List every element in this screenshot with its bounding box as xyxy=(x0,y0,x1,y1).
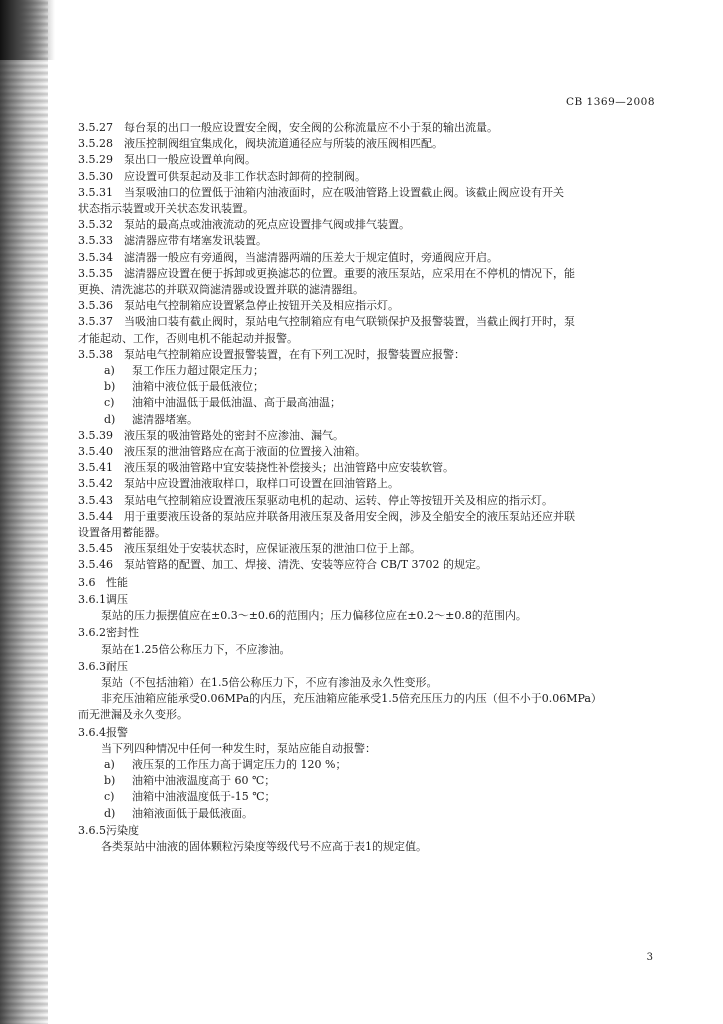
line-text: 油箱中油温低于最低油温、高于最高油温； xyxy=(132,396,341,410)
list-item xyxy=(78,412,668,428)
section-heading xyxy=(78,575,668,591)
line-text: 滤清器应带有堵塞发讯装置。 xyxy=(124,234,267,248)
clause-number: 3.6.4 xyxy=(78,725,106,739)
line-text: 泵工作压力超过限定压力； xyxy=(132,364,264,378)
list-label: a) xyxy=(104,757,115,771)
clause-line xyxy=(78,557,668,573)
clause-line xyxy=(78,314,668,330)
line-text: 滤清器一般应有旁通阀，当滤清器两端的压差大于规定值时，旁通阀应开启。 xyxy=(124,250,498,264)
line-text: 泵站中应设置油液取样口，取样口可设置在回油管路上。 xyxy=(124,477,399,491)
clause-line xyxy=(78,298,668,314)
clause-line xyxy=(78,428,668,444)
list-item xyxy=(78,806,668,822)
line-text: 泵站（不包括油箱）在1.5倍公称压力下，不应有渗油及永久性变形。 xyxy=(101,675,438,689)
clause-number: 3.5.36 xyxy=(78,299,113,313)
line-text: 当吸油口装有截止阀时，泵站电气控制箱应有电气联锁保护及报警装置，当截止阀打开时，泵 xyxy=(124,315,575,329)
line-text: 泵站的压力振摆值应在±0.3～±0.6的范围内；压力偏移位应在±0.2～±0.8的范围内。 xyxy=(101,609,527,623)
continuation-line xyxy=(78,201,668,217)
list-label: c) xyxy=(104,396,115,410)
paragraph-line xyxy=(78,608,668,624)
clause-line xyxy=(78,266,668,282)
line-text: 油箱液面低于最低液面。 xyxy=(132,806,253,820)
paragraph-line xyxy=(78,642,668,658)
line-text: 泵站电气控制箱应设置紧急停止按钮开关及相应指示灯。 xyxy=(124,299,399,313)
line-text: 液压泵的泄油管路应在高于液面的位置接入油箱。 xyxy=(124,445,366,459)
standard-code-header: CB 1369—2008 xyxy=(565,96,655,108)
line-text: 更换、清洗滤芯的并联双筒滤清器或设置并联的滤清器组。 xyxy=(78,283,364,297)
line-text: 油箱中油液温度低于-15 ℃； xyxy=(132,790,276,804)
list-item xyxy=(78,757,668,773)
list-item xyxy=(78,379,668,395)
clause-number: 3.6.5 xyxy=(78,823,106,837)
line-text: 液压控制阀组宜集成化，阀块流道通径应与所装的液压阀相匹配。 xyxy=(124,137,443,151)
clause-number: 3.5.39 xyxy=(78,428,113,442)
page-number: 3 xyxy=(646,952,653,963)
line-text: 状态指示装置或开关状态发讯装置。 xyxy=(78,202,254,216)
clause-number: 3.5.40 xyxy=(78,445,113,459)
clause-line xyxy=(78,169,668,185)
clause-number: 3.5.43 xyxy=(78,493,113,507)
line-text: 每台泵的出口一般应设置安全阀，安全阀的公称流量应不小于泵的输出流量。 xyxy=(124,121,498,134)
paragraph-line xyxy=(78,839,668,855)
line-text: 泵站电气控制箱应设置液压泵驱动电机的起动、运转、停止等按钮开关及相应的指示灯。 xyxy=(124,493,553,507)
line-text: 滤清器应设置在便于拆卸或更换滤芯的位置。重要的液压泵站，应采用在不停机的情况下，能 xyxy=(124,266,575,280)
line-text: 性能 xyxy=(106,575,128,589)
line-text: 油箱中油液温度高于 60 ℃； xyxy=(132,774,276,788)
continuation-line xyxy=(78,707,668,723)
list-label: a) xyxy=(104,364,115,378)
clause-number: 3.5.38 xyxy=(78,347,113,361)
list-label: d) xyxy=(104,412,116,426)
clause-line xyxy=(78,250,668,266)
section-heading xyxy=(78,725,668,741)
clause-line xyxy=(78,493,668,509)
line-text: 当泵吸油口的位置低于油箱内油液面时，应在吸油管路上设置截止阀。该截止阀应设有开关 xyxy=(124,185,564,199)
clause-number: 3.5.29 xyxy=(78,153,113,167)
paragraph-line xyxy=(78,675,668,691)
list-label: b) xyxy=(104,380,116,394)
scan-shadow-edge xyxy=(0,0,48,1024)
clause-line xyxy=(78,185,668,201)
line-text: 耐压 xyxy=(106,659,128,673)
clause-line xyxy=(78,217,668,233)
line-text: 油箱中液位低于最低液位； xyxy=(132,380,264,394)
list-item xyxy=(78,789,668,805)
clause-number: 3.5.37 xyxy=(78,315,113,329)
clause-line xyxy=(78,136,668,152)
clause-line xyxy=(78,476,668,492)
line-text: 报警 xyxy=(106,725,128,739)
continuation-line xyxy=(78,331,668,347)
line-text: 泵站电气控制箱应设置报警装置，在有下列工况时，报警装置应报警： xyxy=(124,347,465,361)
clause-number: 3.5.28 xyxy=(78,137,113,151)
clause-line xyxy=(78,233,668,249)
section-heading xyxy=(78,823,668,839)
clause-number: 3.5.31 xyxy=(78,185,113,199)
line-text: 各类泵站中油液的固体颗粒污染度等级代号不应高于表1的规定值。 xyxy=(101,839,427,853)
clause-number: 3.5.41 xyxy=(78,461,113,475)
line-text: 液压泵的吸油管路中宜安装挠性补偿接头；出油管路中应安装软管。 xyxy=(124,461,454,475)
section-heading xyxy=(78,592,668,608)
clause-number: 3.5.35 xyxy=(78,266,113,280)
clause-line xyxy=(78,541,668,557)
clause-line xyxy=(78,347,668,363)
clause-number: 3.6 xyxy=(78,575,96,589)
line-text: 滤清器堵塞。 xyxy=(132,412,198,426)
paragraph-line xyxy=(78,741,668,757)
section-heading xyxy=(78,659,668,675)
clause-number: 3.5.30 xyxy=(78,169,113,183)
list-label: b) xyxy=(104,774,116,788)
list-item xyxy=(78,363,668,379)
line-text: 泵站管路的配置、加工、焊接、清洗、安装等应符合 CB/T 3702 的规定。 xyxy=(124,558,488,572)
clause-line xyxy=(78,120,668,136)
continuation-line xyxy=(78,282,668,298)
paragraph-line xyxy=(78,691,668,707)
clause-number: 3.5.32 xyxy=(78,218,113,232)
line-text: 才能起动、工作，否则电机不能起动并报警。 xyxy=(78,331,298,345)
clause-number: 3.5.45 xyxy=(78,542,113,556)
section-heading xyxy=(78,625,668,641)
line-text: 液压泵的工作压力高于调定压力的 120 %； xyxy=(132,757,347,771)
scan-dark-corner xyxy=(0,0,55,60)
line-text: 应设置可供泵起动及非工作状态时卸荷的控制阀。 xyxy=(124,169,366,183)
clause-number: 3.5.42 xyxy=(78,477,113,491)
line-text: 泵站的最高点或油液流动的死点应设置排气阀或排气装置。 xyxy=(124,218,410,232)
clause-line xyxy=(78,460,668,476)
clause-number: 3.5.44 xyxy=(78,509,113,523)
clause-line xyxy=(78,509,668,525)
clause-number: 3.5.46 xyxy=(78,558,113,572)
line-text: 泵出口一般应设置单向阀。 xyxy=(124,153,256,167)
list-label: c) xyxy=(104,790,115,804)
line-text: 污染度 xyxy=(106,823,139,837)
clause-number: 3.6.3 xyxy=(78,659,106,673)
line-text: 密封性 xyxy=(106,626,139,640)
clause-line xyxy=(78,152,668,168)
clause-number: 3.6.2 xyxy=(78,626,106,640)
clause-number: 3.5.34 xyxy=(78,250,113,264)
clause-number: 3.5.33 xyxy=(78,234,113,248)
line-text: 而无泄漏及永久变形。 xyxy=(78,708,188,722)
clause-number: 3.5.27 xyxy=(78,121,113,134)
line-text: 调压 xyxy=(106,592,128,606)
line-text: 液压泵的吸油管路处的密封不应渗油、漏气。 xyxy=(124,428,344,442)
clause-number: 3.6.1 xyxy=(78,592,106,606)
line-text: 泵站在1.25倍公称压力下，不应渗油。 xyxy=(101,642,291,656)
list-item xyxy=(78,395,668,411)
list-label: d) xyxy=(104,806,116,820)
line-text: 非充压油箱应能承受0.06MPa的内压，充压油箱应能承受1.5倍充压压力的内压（但不小于0.06MPa） xyxy=(101,692,602,706)
clause-line xyxy=(78,444,668,460)
continuation-line xyxy=(78,525,668,541)
line-text: 设置备用蓄能器。 xyxy=(78,526,166,540)
document-body xyxy=(78,120,668,855)
list-item xyxy=(78,773,668,789)
line-text: 液压泵组处于安装状态时，应保证液压泵的泄油口位于上部。 xyxy=(124,542,421,556)
line-text: 当下列四种情况中任何一种发生时，泵站应能自动报警： xyxy=(101,741,376,755)
line-text: 用于重要液压设备的泵站应并联备用液压泵及备用安全阀，涉及全船安全的液压泵站还应并联 xyxy=(124,509,575,523)
